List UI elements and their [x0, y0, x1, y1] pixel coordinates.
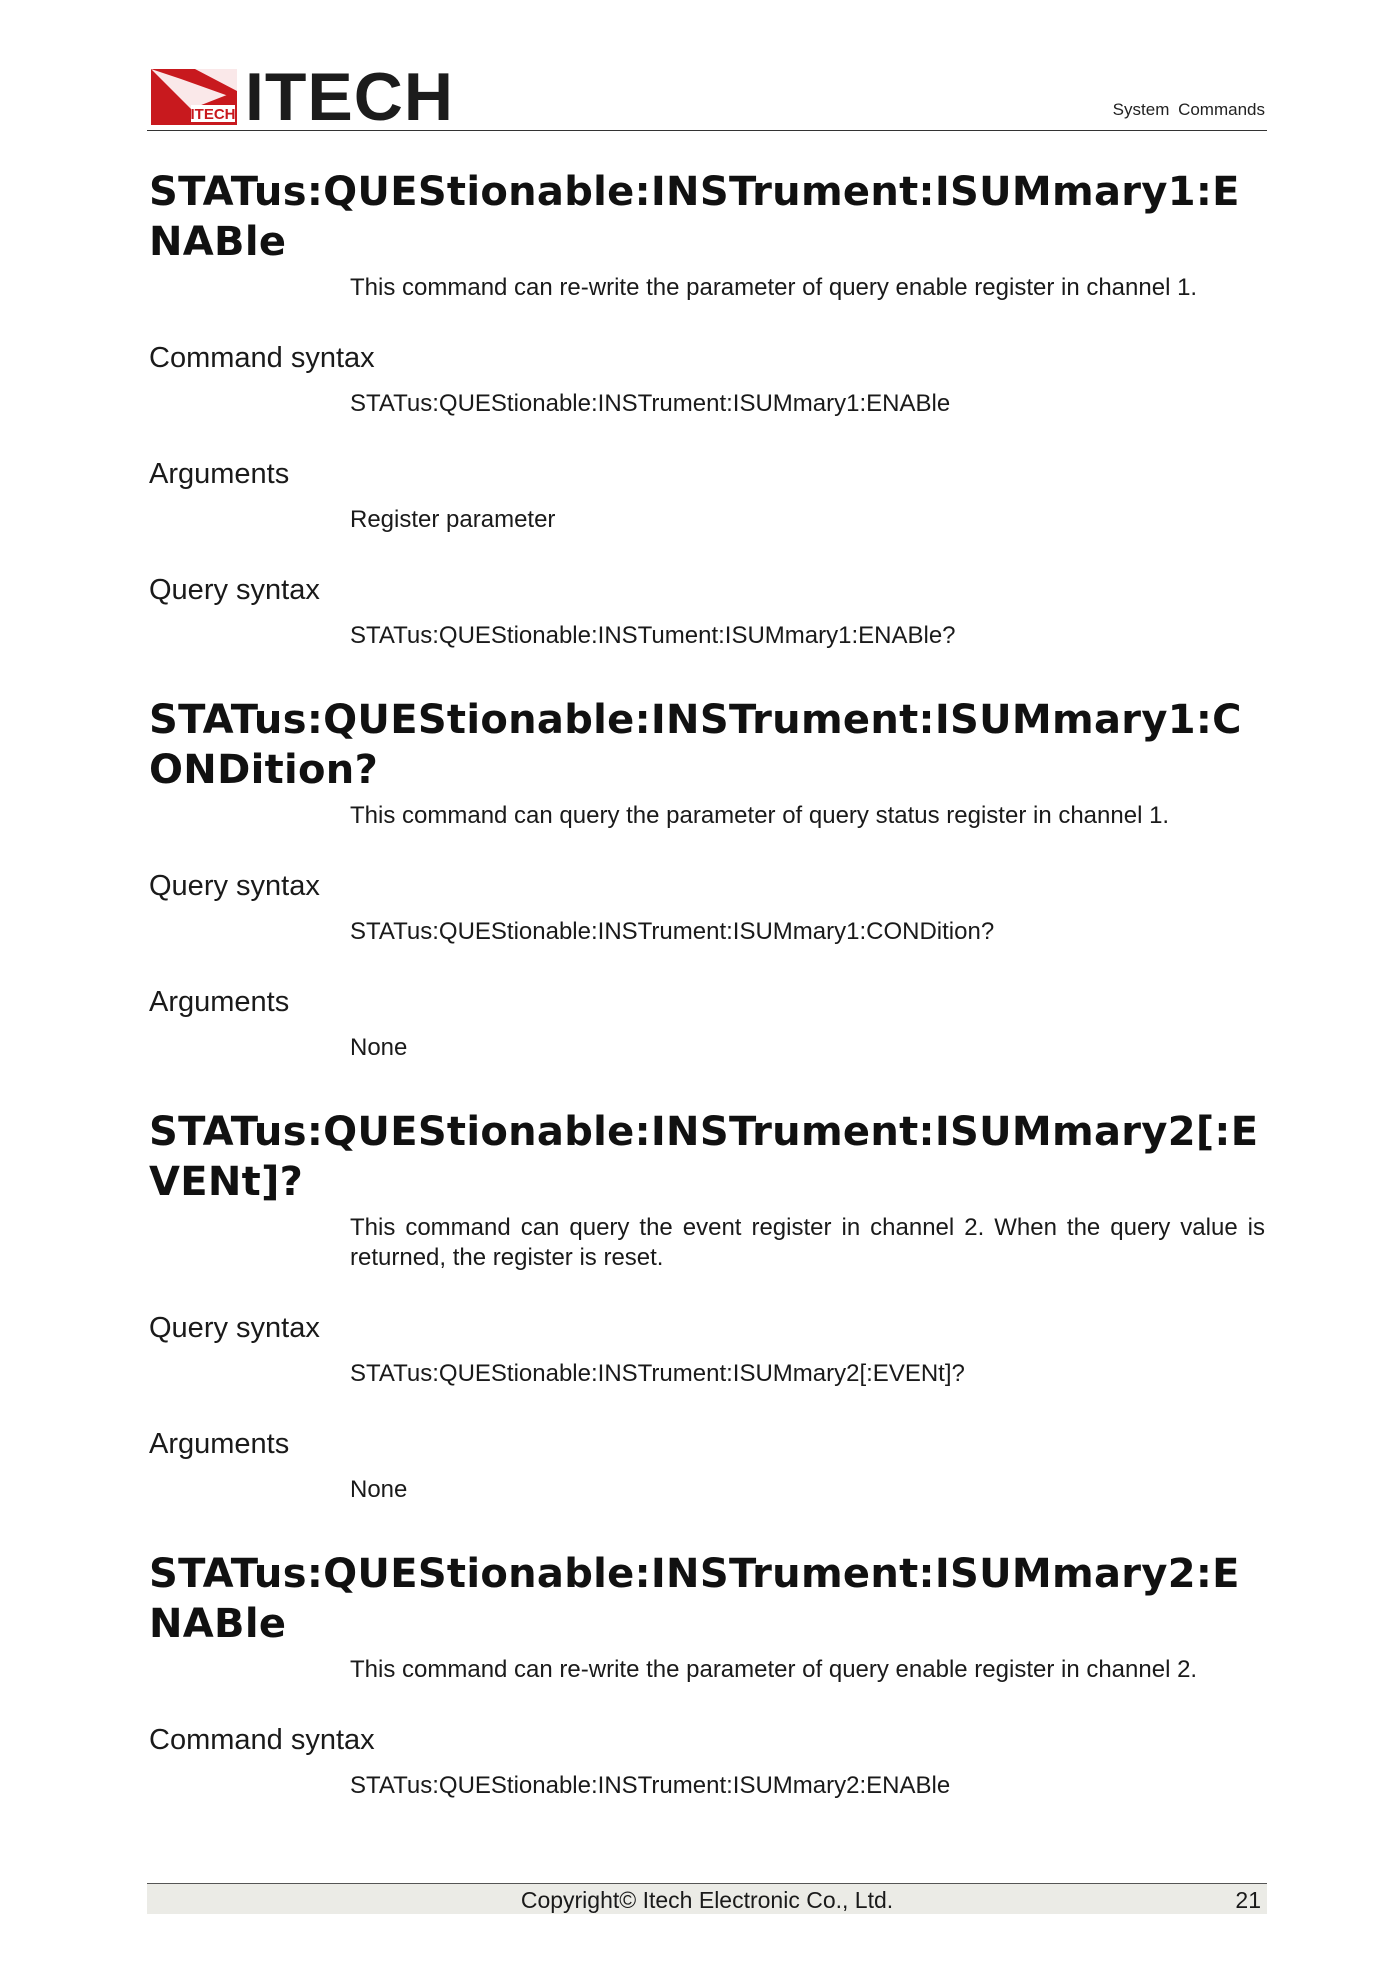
page-header — [147, 59, 1267, 135]
command-title: STATus:QUEStionable:INSTrument:ISUMmary1:CONDition? — [149, 697, 1242, 793]
field-value: STATus:QUEStionable:INSTrument:ISUMmary2:ENABle — [350, 1772, 951, 1799]
itech-logo — [151, 59, 454, 135]
field-label: Arguments — [149, 458, 290, 490]
itech-logo-mark — [151, 69, 237, 125]
copyright-text: Copyright© Itech Electronic Co., Ltd. — [520, 1887, 894, 1913]
field-label: Query syntax — [149, 574, 320, 606]
command-description: This command can re-write the parameter of query enable register in channel 2. — [350, 1656, 1198, 1683]
field-label: Command syntax — [149, 1724, 375, 1756]
field-label: Arguments — [149, 986, 290, 1018]
command-title: STATus:QUEStionable:INSTrument:ISUMmary2:ENABle — [149, 1551, 1240, 1647]
command-description: This command can query the event register in channel 2. When the query value is returned, the register is reset. — [350, 1214, 1265, 1271]
command-description: This command can query the parameter of query status register in channel 1. — [350, 802, 1170, 829]
logo-small-text: ITECH — [190, 106, 236, 123]
command-section — [149, 167, 1265, 651]
page-number: 21 — [1235, 1887, 1261, 1913]
field-value: STATus:QUEStionable:INSTrument:ISUMmary2[:EVENt]? — [350, 1360, 965, 1387]
command-title: STATus:QUEStionable:INSTrument:ISUMmary1:ENABle — [149, 169, 1240, 265]
field-value: STATus:QUEStionable:INSTument:ISUMmary1:ENABle? — [350, 622, 956, 649]
logo-wordmark: ITECH — [245, 59, 454, 135]
field-value: None — [350, 1476, 408, 1503]
field-value: Register parameter — [350, 506, 556, 533]
field-label: Arguments — [149, 1428, 290, 1460]
command-title: STATus:QUEStionable:INSTrument:ISUMmary2[:EVENt]? — [149, 1109, 1259, 1205]
field-label: Query syntax — [149, 1312, 320, 1344]
command-section — [149, 1549, 1265, 1801]
field-value: STATus:QUEStionable:INSTrument:ISUMmary1:CONDition? — [350, 918, 995, 945]
field-value: STATus:QUEStionable:INSTrument:ISUMmary1:ENABle — [350, 390, 951, 417]
field-value: None — [350, 1034, 408, 1061]
command-section — [149, 695, 1265, 1063]
field-label: Command syntax — [149, 342, 375, 374]
document-body — [149, 167, 1265, 1801]
command-description: This command can re-write the parameter of query enable register in channel 1. — [350, 274, 1198, 301]
page-footer — [147, 1883, 1267, 1914]
command-section — [149, 1107, 1265, 1505]
field-label: Query syntax — [149, 870, 320, 902]
header-section-title: System Commands — [1112, 100, 1265, 119]
